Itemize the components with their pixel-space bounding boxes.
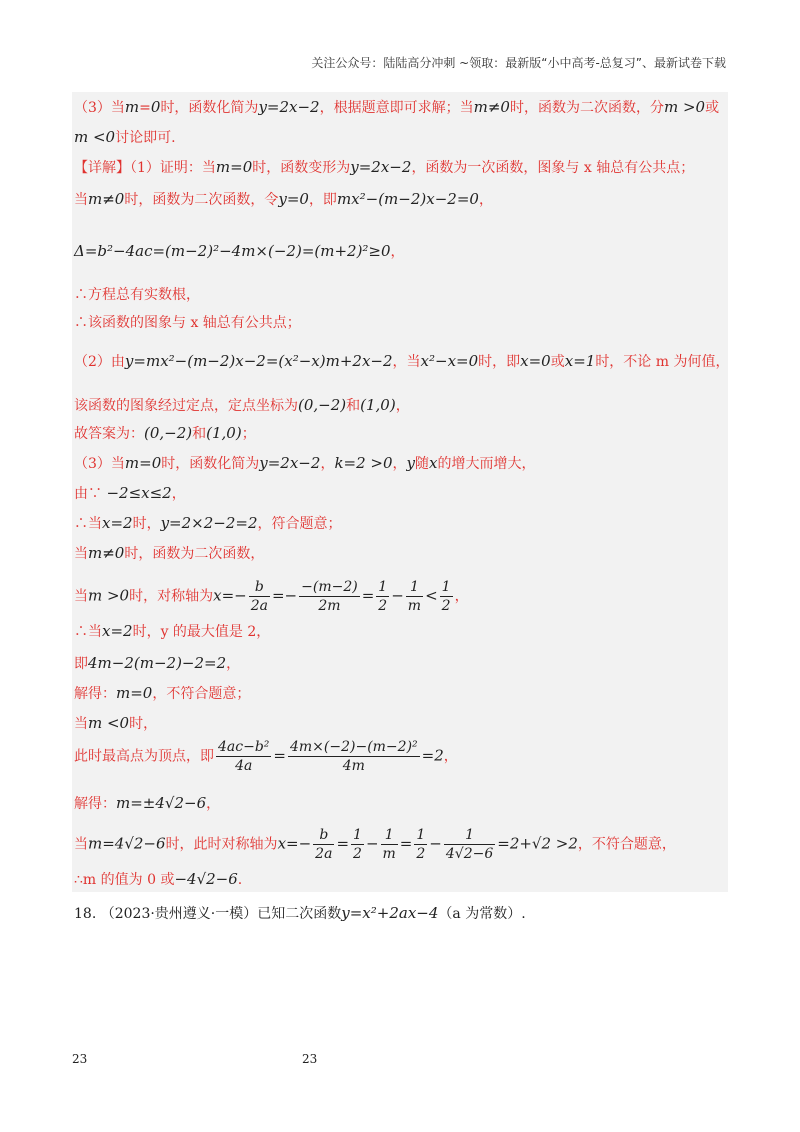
text-segment: 解得： <box>74 796 116 812</box>
solution-l13 <box>74 514 342 533</box>
text-segment: 【详解】（1）证明：当 <box>74 160 216 176</box>
text-segment: = <box>139 100 151 116</box>
text-segment: 时，函数为二次函数，分 <box>509 100 664 116</box>
math-expression: m=0 <box>124 454 162 472</box>
text-segment: （2）由 <box>74 354 125 370</box>
text-segment: ， <box>226 656 241 672</box>
math-expression: k=2 >0 <box>334 454 393 472</box>
math-expression: x=2 <box>102 622 133 640</box>
math-expression: y=2x−2 <box>259 454 321 472</box>
math-expression: y <box>406 454 416 472</box>
solution-l6 <box>74 286 200 304</box>
math-expression: x²−x=0 <box>420 352 479 370</box>
math-expression: Δ=b²−4ac=(m−2)²−4m×(−2)=(m+2)²≥0 <box>74 242 391 260</box>
math-expression: x=2 <box>102 514 133 532</box>
math-expression: m <0 <box>88 714 130 732</box>
solution-l7 <box>74 314 301 332</box>
solution-l12 <box>74 484 186 503</box>
fraction: $\frac{\text{4ac−b²}}{4a}$ <box>218 739 270 774</box>
math-expression: m >0 <box>663 98 706 116</box>
math-expression: m≠0 <box>88 544 125 562</box>
text-segment: 该函数的图象经过定点，定点坐标为 <box>74 398 298 414</box>
text-segment: 时，y 的最大值是 2， <box>132 624 271 640</box>
text-segment: 和 <box>192 426 207 442</box>
text-segment: （3）当 <box>74 100 125 116</box>
math-expression: 4m−2(m−2)−2=2 <box>88 654 227 672</box>
line-20: 此时最高点为顶点，即 $\frac{\text{4ac−b²}}{4a}$ = $\frac{\text{4m×(−2)−(m−2)²}}{4m}$ =2， <box>74 739 458 774</box>
text-segment: 讨论即可. <box>115 130 176 146</box>
solution-l9 <box>74 396 410 415</box>
math-expression: m=0 <box>116 684 153 702</box>
text-segment: 时，函数变形为 <box>252 160 351 176</box>
math-expression: (0,−2) <box>298 396 347 414</box>
line-15: 当m >0时，对称轴为x=− $\frac{b}{2a}$ =− $\frac{-(m-2)}{2m}$ = $\frac{1}{2}$ − $\frac{1}{m}$ < $\frac{1}{2}$ ， <box>74 579 469 614</box>
text-segment: ； <box>241 426 256 442</box>
math-expression: (1,0) <box>360 396 396 414</box>
math-expression: mx²−(m−2)x−2=0 <box>336 190 479 208</box>
math-expression: m=±4√2−6 <box>116 794 207 812</box>
solution-l5 <box>74 242 405 261</box>
math-expression: (1,0) <box>206 424 242 442</box>
text-segment: 时，函数为二次函数， <box>124 546 265 562</box>
text-segment: ， <box>320 456 335 472</box>
text-segment: ， <box>171 486 186 502</box>
math-expression: m=0 <box>215 158 253 176</box>
text-segment: ， <box>390 244 405 260</box>
text-segment: ， <box>478 192 493 208</box>
text-segment: 随 <box>415 456 430 472</box>
math-expression: −4√2−6 <box>174 870 238 888</box>
solution-l10 <box>74 424 256 443</box>
math-expression: y=2x−2 <box>258 98 320 116</box>
question-18: 18. （2023·贵州遵义·一模）已知二次函数y=x²+2ax−4（a 为常数）. <box>74 904 526 922</box>
text-segment: 当 <box>74 192 88 208</box>
line-22: 当m=4√2−6时，此时对称轴为x=− $\frac{b}{2a}$ = $\frac{1}{2}$ − $\frac{1}{m}$ = $\frac{1}{2}$ − $\frac{1}{4√2-6}$ =2+√2 >2，不符合题意， <box>74 827 676 862</box>
math-expression: y=2×2−2=2 <box>160 514 258 532</box>
solution-l4 <box>74 190 493 209</box>
text-segment: ， <box>392 456 407 472</box>
fraction: $\frac{1}{2}$ <box>378 579 388 614</box>
solution-l23 <box>74 870 242 889</box>
text-segment: （3）当 <box>74 456 125 472</box>
text-segment: ， <box>206 796 221 812</box>
fraction: $\frac{\text{4m×(−2)−(m−2)²}}{4m}$ <box>289 739 418 774</box>
fraction: $\frac{1}{m}$ <box>407 579 422 614</box>
text-segment: 由∵ <box>74 486 107 502</box>
text-segment: 时，函数化简为 <box>161 456 260 472</box>
math-expression: x=1 <box>564 352 596 370</box>
math-expression: (0,−2) <box>144 424 193 442</box>
fraction: $\frac{1}{4√2-6}$ <box>445 827 494 862</box>
solution-l19 <box>74 714 157 733</box>
text-segment: ，符合题意； <box>257 516 342 532</box>
solution-l3 <box>74 158 694 177</box>
text-segment: ，当 <box>392 354 421 370</box>
solution-l1 <box>74 98 719 117</box>
fraction: $\frac{1}{2}$ <box>353 827 362 862</box>
page-number-left: 23 <box>72 1052 88 1066</box>
text-segment: 时，函数为二次函数，令 <box>124 192 279 208</box>
solution-l21 <box>74 794 220 813</box>
math-expression: x=0 <box>520 352 551 370</box>
text-segment: 时，不论 m 为何值， <box>595 354 730 370</box>
text-segment: ∴方程总有实数根， <box>74 287 200 303</box>
math-expression: x <box>429 454 438 472</box>
math-expression: m≠0 <box>473 98 510 116</box>
text-segment: ∴当 <box>74 624 102 640</box>
text-segment: ，不符合题意； <box>152 686 251 702</box>
text-segment: ， <box>395 398 410 414</box>
math-expression: y=0 <box>278 190 309 208</box>
math-expression: −2≤x≤2 <box>106 484 172 502</box>
text-segment: 或 <box>550 354 565 370</box>
math-expression: m <box>124 98 140 116</box>
math-expression: m <0 <box>74 128 116 146</box>
text-segment: ，即 <box>308 192 337 208</box>
text-segment: 解得： <box>74 686 116 702</box>
fraction: $\frac{b}{2a}$ <box>250 579 268 614</box>
text-segment: . <box>237 872 243 888</box>
fraction: $\frac{b}{2a}$ <box>315 827 333 862</box>
text-segment: ，根据题意即可求解；当 <box>319 100 474 116</box>
fraction: $\frac{1}{m}$ <box>382 827 396 862</box>
text-segment: 时，函数化简为 <box>160 100 259 116</box>
fraction: $\frac{1}{2}$ <box>416 827 426 862</box>
solution-l18 <box>74 684 250 703</box>
text-segment: ∴该函数的图象与 x 轴总有公共点； <box>74 315 301 331</box>
math-expression: 0 <box>150 98 161 116</box>
text-segment: 当 <box>74 716 88 732</box>
solution-l14 <box>74 544 264 563</box>
text-segment: ∴m 的值为 0 或 <box>74 872 175 888</box>
text-segment: ∴当 <box>74 516 102 532</box>
text-segment: 时，即 <box>478 354 521 370</box>
solution-l17 <box>74 654 240 673</box>
math-expression: y=2x−2 <box>350 158 412 176</box>
text-segment: 即 <box>74 656 88 672</box>
fraction: $\frac{1}{2}$ <box>441 579 451 614</box>
solution-l16 <box>74 622 270 641</box>
text-segment: 时， <box>129 716 158 732</box>
text-segment: 故答案为： <box>74 426 144 442</box>
text-segment: 的增大而增大， <box>437 456 536 472</box>
text-segment: ，函数为一次函数，图象与 x 轴总有公共点； <box>411 160 695 176</box>
page-header: 关注公众号：陆陆高分冲刺 ~领取：最新版“小中高考-总复习”、最新试卷下载 <box>311 56 726 70</box>
fraction: $\frac{-(m-2)}{2m}$ <box>301 579 358 614</box>
solution-l11 <box>74 454 535 473</box>
solution-l8 <box>74 352 730 371</box>
math-expression: m≠0 <box>88 190 125 208</box>
text-segment: 当 <box>74 546 88 562</box>
page-number-center: 23 <box>302 1052 318 1066</box>
math-expression: y=mx²−(m−2)x−2=(x²−x)m+2x−2 <box>124 352 393 370</box>
text-segment: 和 <box>346 398 361 414</box>
text-segment: 或 <box>705 100 720 116</box>
text-segment: 时， <box>132 516 161 532</box>
solution-l2 <box>74 128 176 147</box>
